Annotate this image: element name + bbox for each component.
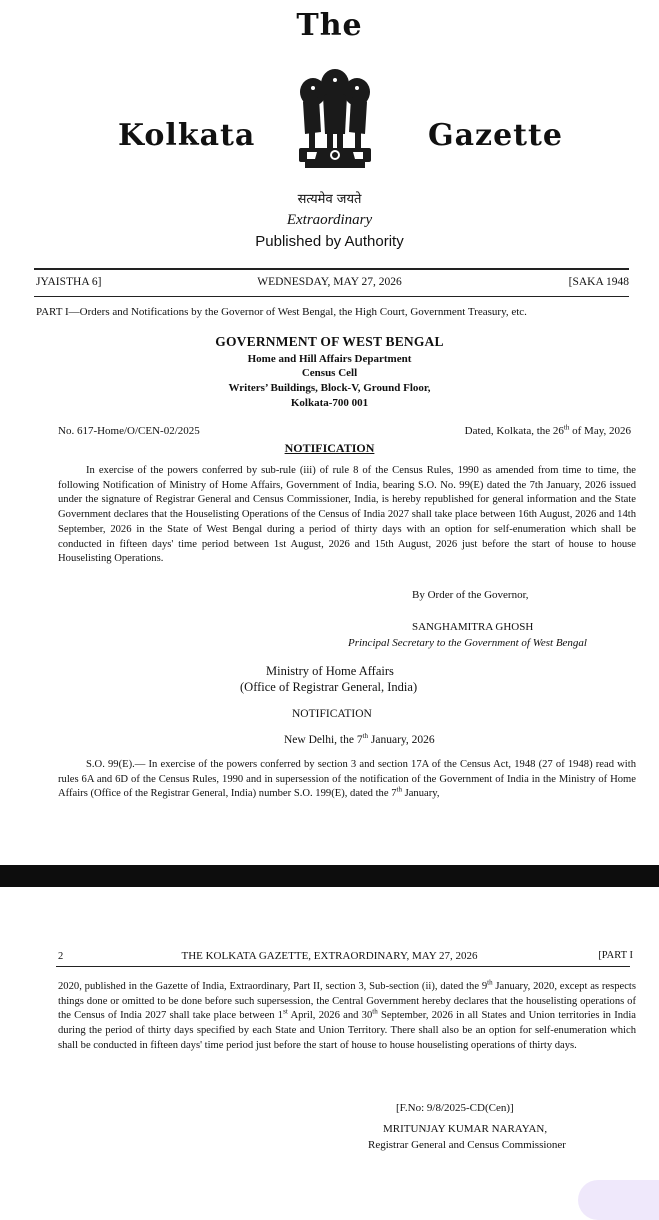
file-number: [F.No: 9/8/2025-CD(Cen)] (396, 1102, 514, 1114)
ministry-office: (Office of Registrar General, India) (240, 680, 418, 694)
page-separator (0, 865, 659, 887)
reference-number: No. 617-Home/O/CEN-02/2025 (58, 425, 200, 437)
dateline-left: JYAISTHA 6] (36, 276, 102, 288)
city-address: Kolkata-700 001 (290, 397, 369, 409)
dateline-right: [SAKA 1948 (568, 276, 629, 288)
emblem-motto: सत्यमेव जयते (297, 192, 362, 207)
notification-paragraph: In exercise of the powers conferred by sub-rule (iii) of rule 8 of the Census Rules, 1990 as amended from time to time, the following Notification of Ministry of Home Affairs, Government of India, bearing S.O. No. 99(E) dated the 7th January, 2026 issued under the signature of Registrar General and Census Commissioner, India, is hereby republished for general information and the State Government declares that the Houselisting Operations of the Census of India 2027 shall take place between 16th August, 2026 and 14th September, 2026 in the State of West Bengal during a period of thirty days with an option for self-enumeration which shall be conducted in fifteen days' time period between 1st August, 2026 and 15th August, 2026 just before the start of house to house Houselisting Operations. (58, 465, 636, 565)
reference-date: Dated, Kolkata, the 26th of May, 2026 (464, 423, 631, 437)
department-name: Home and Hill Affairs Department (247, 353, 412, 365)
part-heading: PART I—Orders and Notifications by the Governor of West Bengal, the High Court, Government Treasury, etc. (36, 306, 527, 318)
masthead-kolkata: Kolkata (118, 118, 256, 153)
running-header: THE KOLKATA GAZETTE, EXTRAORDINARY, MAY 27, 2026 (181, 950, 478, 962)
overlay-button[interactable] (578, 1180, 659, 1220)
dateline-center: WEDNESDAY, MAY 27, 2026 (257, 276, 402, 288)
ministry-notification-heading: NOTIFICATION (292, 708, 372, 720)
masthead-the: The (296, 8, 363, 43)
ministry-paragraph: S.O. 99(E).— In exercise of the powers conferred by section 3 and section 17A of the Census Act, 1948 (27 of 1948) read with rules 6A and 6D of the Census Rules, 1990 and in supersession of the notification of the Government of India in the Ministry of Home Affairs (Office of the Registrar General, India) number S.O. 199(E), dated the 7th January, (58, 759, 636, 800)
page2-signatory-designation: Registrar General and Census Commissioner (368, 1139, 566, 1151)
page2-signatory-name: MRITUNJAY KUMAR NARAYAN, (383, 1123, 548, 1135)
signatory-name: SANGHAMITRA GHOSH (412, 621, 534, 633)
signatory-designation: Principal Secretary to the Government of West Bengal (348, 637, 587, 649)
divider-top (34, 268, 629, 270)
extraordinary-label: Extraordinary (286, 212, 373, 228)
divider-bottom (34, 296, 629, 297)
government-title: GOVERNMENT OF WEST BENGAL (215, 334, 444, 349)
ministry-name: Ministry of Home Affairs (266, 664, 394, 678)
ministry-date: New Delhi, the 7th January, 2026 (284, 732, 435, 746)
page2-paragraph: 2020, published in the Gazette of India, Extraordinary, Part II, section 3, Sub-section (ii), dated the 9th January, 2020, except as respects things done or omitted to be done before such supersession, the Central Government hereby declares that the houselisting operations of the Census of India 2027 shall take place between 1st April, 2026 and 30th September, 2026 in all States and Union territories in India during the period of thirty days specified by each State and Union Territory. There shall also be an option for self-enumeration which shall be conducted in fifteen days' time period just before the start of house to house houselisting operations of thirty days. (58, 978, 636, 1051)
cell-name: Census Cell (301, 367, 358, 379)
masthead-gazette: Gazette (428, 118, 563, 153)
page2-divider (56, 966, 630, 967)
page-number: 2 (58, 951, 64, 962)
published-by-authority: Published by Authority (255, 233, 404, 250)
running-header-part: [PART I (598, 950, 633, 961)
building-address: Writers’ Buildings, Block-V, Ground Floor, (228, 382, 431, 394)
state-emblem-icon (285, 62, 385, 180)
by-order-line: By Order of the Governor, (412, 589, 529, 601)
notification-heading: NOTIFICATION (284, 441, 375, 455)
